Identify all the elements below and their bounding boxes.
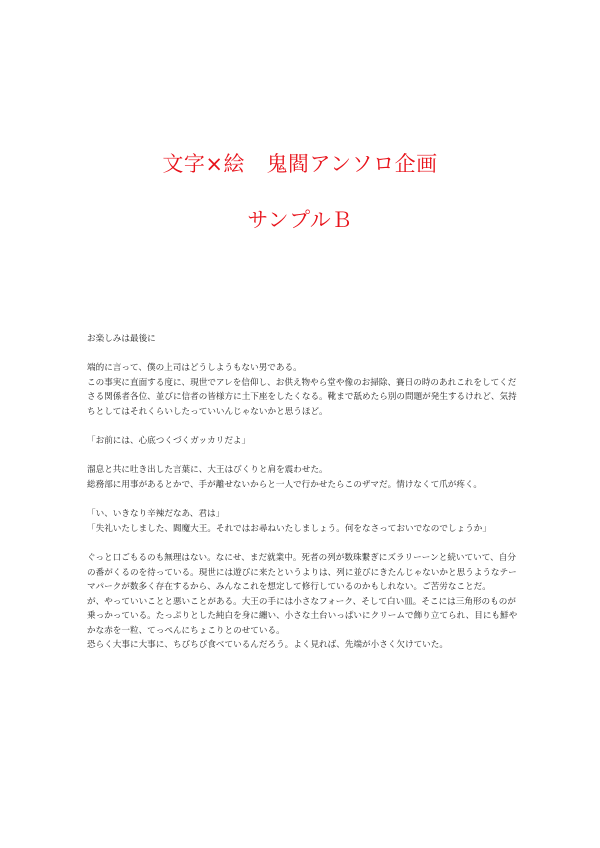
body-line: 恐らく大事に大事に、ちびちび食べているんだろう。よく見れば、先端が小さく欠けていた。	[87, 640, 448, 651]
body-line: 乗っかっている。たっぷりとした純白を身に纏い、小さな土台いっぱいにクリームで飾り立てられ、目にも鮮や	[87, 611, 518, 622]
body-line: 溜息と共に吐き出した言葉に、大王はびくりと肩を震わせた。	[87, 465, 328, 476]
body-line	[87, 493, 517, 508]
body-text	[87, 332, 517, 653]
body-line	[87, 347, 517, 362]
body-line: が、やっていいことと悪いことがある。大王の手には小さなフォーク、そして白い皿。そこには三角形のものが	[87, 596, 516, 607]
body-line: 総務部に用事があるとかで、手が離せないからと一人で行かせたらこのザマだ。情けなくて爪が疼く。	[87, 479, 482, 490]
document-title: 文字×絵 鬼閻アンソロ企画	[162, 152, 438, 176]
body-line: この事実に直面する度に、現世でアレを信仰し、お供え物やら堂や像のお掃除、賽日の時のあれこれをしてくだ	[87, 377, 517, 388]
body-line: お楽しみは最後に	[87, 334, 156, 344]
body-line: 「お前には、心底つくづくガッカリだよ」	[87, 436, 251, 447]
body-line: ぐっと口ごもるのも無理はない。なにせ、まだ就業中。死者の列が数珠繋ぎにズラリーーンと続いていて、自分	[87, 552, 516, 563]
body-line: かな赤を一粒、てっぺんにちょこりとのせている。	[87, 625, 285, 636]
body-line: 「い、いきなり辛辣だなあ、君は」	[87, 509, 225, 520]
body-line: の番がくるのを待っている。現世には遊びに来たというよりは、列に並びにきたんじゃないかと思うようなテー	[87, 567, 517, 578]
body-line: ちとしてはそれくらいしたっていいんじゃないかと思うほど。	[87, 406, 328, 417]
document-subtitle: サンプルＢ	[247, 208, 353, 232]
body-line	[87, 536, 517, 551]
body-line: マパークが数多く存在するから、みんなこれを想定して修行しているのかもしれない。ご苦労なことだ。	[87, 582, 491, 593]
body-line	[87, 449, 517, 464]
body-line: さる関係者各位、並びに信者の皆様方に土下座をしたくなる。靴まで舐めたら別の問題が発生するけれど、気持	[87, 392, 517, 403]
body-line: 「失礼いたしました、閻魔大王。それではお尋ねいたしましょう。何をなさっておいでなのでしょうか」	[87, 523, 491, 534]
body-line: 端的に言って、僕の上司はどうしようもない男である。	[87, 363, 302, 374]
body-line	[87, 420, 517, 435]
